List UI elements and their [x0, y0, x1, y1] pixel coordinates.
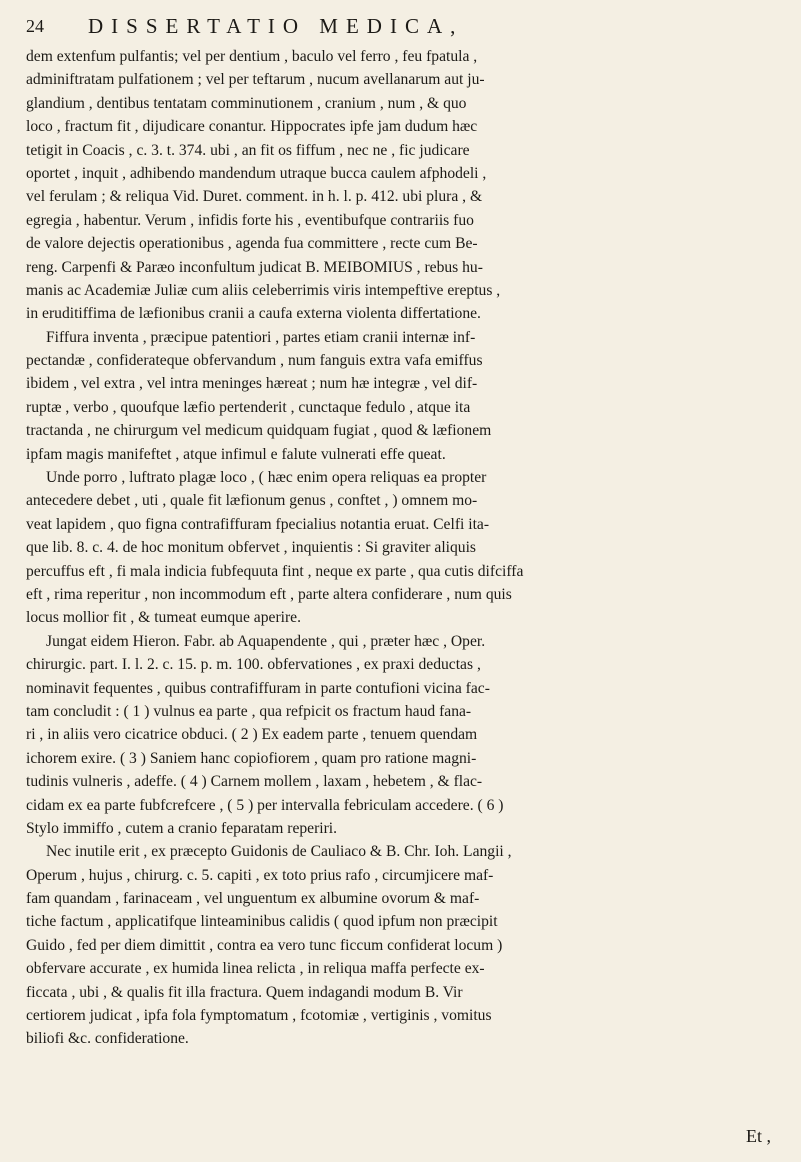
- text-line: de valore dejectis operationibus , agenda fua committere , recte cum Be-: [26, 235, 478, 253]
- text-line: vel ferulam ; & reliqua Vid. Duret. comment. in h. l. p. 412. ubi plura , &: [26, 188, 483, 206]
- text-line: tractanda , ne chirurgum vel medicum quidquam fugiat , quod & læfionem: [26, 422, 492, 440]
- text-line: certiorem judicat , ipfa fola fymptomatum , fcotomiæ , vertiginis , vomitus: [26, 1007, 492, 1025]
- text-line: adminiftratam pulfationem ; vel per teftarum , nucum avellanarum aut ju-: [26, 71, 485, 89]
- text-line: chirurgic. part. I. l. 2. c. 15. p. m. 100. obfervationes , ex praxi deductas ,: [26, 656, 481, 674]
- text-line: Operum , hujus , chirurg. c. 5. capiti , ex toto prius rafo , circumjicere maf-: [26, 866, 494, 884]
- text-line: dem extenfum pulfantis; vel per dentium , baculo vel ferro , feu fpatula ,: [26, 48, 478, 65]
- text-line: Guido , fed per diem dimittit , contra ea vero tunc ficcum confiderat locum ): [26, 936, 503, 954]
- text-line: loco , fractum fit , dijudicare conantur. Hippocrates ipfe jam dudum hæc: [26, 118, 478, 136]
- page-header: [18, 14, 788, 44]
- text-line: cidam ex ea parte fubfcrefcere , ( 5 ) per intervalla febriculam accedere. ( 6 ): [26, 796, 504, 814]
- text-line: tiche factum , applicatifque linteaminibus calidis ( quod ipfum non præcipit: [26, 913, 498, 931]
- text-line: ibidem , vel extra , vel intra meninges hæreat ; num hæ integræ , vel dif-: [26, 375, 478, 393]
- text-line: ri , in aliis vero cicatrice obduci. ( 2 ) Ex eadem parte , tenuem quendam: [26, 726, 478, 744]
- text-line: Nec inutile erit , ex præcepto Guidonis de Cauliaco & B. Chr. Ioh. Langii ,: [46, 843, 512, 861]
- text-line: nominavit fequentes , quibus contrafiffuram in parte contufioni vicina fac-: [26, 679, 490, 697]
- text-line: eft , rima reperitur , non incommodum eft , parte altera confiderare , num quis: [26, 585, 512, 603]
- running-title: DISSERTATIO MEDICA,: [88, 14, 464, 38]
- text-line: pectandæ , confiderateque obfervandum , num fanguis extra vafa emiffus: [26, 352, 483, 370]
- text-line: egregia , habentur. Verum , infidis forte his , eventibufque contrariis fuo: [26, 211, 474, 229]
- text-line: Fiffura inventa , præcipue patentiori , partes etiam cranii internæ inf-: [46, 328, 476, 346]
- text-line: tam concludit : ( 1 ) vulnus ea parte , qua refpicit os fractum haud fana-: [26, 702, 472, 720]
- text-line: obfervare accurate , ex humida linea relicta , in reliqua maffa perfecte ex-: [26, 960, 485, 978]
- text-line: tudinis vulneris , adeffe. ( 4 ) Carnem mollem , laxam , hebetem , & flac-: [26, 773, 483, 791]
- text-line: veat lapidem , quo figna contrafiffuram fpecialius notantia eruat. Celfi ita-: [26, 515, 490, 533]
- text-line: tetigit in Coacis , c. 3. t. 374. ubi , an fit os fiffum , nec ne , fic judicare: [26, 141, 470, 159]
- text-line: que lib. 8. c. 4. de hoc monitum obfervet , inquientis : Si graviter aliquis: [26, 539, 476, 557]
- text-line: ipfam magis manifeftet , atque infimul e falute vulnerati effe queat.: [26, 445, 446, 463]
- catchword: Et ,: [746, 1126, 771, 1146]
- text-line: Unde porro , luftrato plagæ loco , ( hæc enim opera reliquas ea propter: [46, 469, 487, 487]
- text-line: biliofi &c. confideratione.: [26, 1030, 189, 1048]
- text-line: ficcata , ubi , & qualis fit illa fractura. Quem indagandi modum B. Vir: [26, 983, 463, 1001]
- text-line: locus mollior fit , & tumeat eumque aperire.: [26, 609, 301, 627]
- text-line: manis ac Academiæ Juliæ cum aliis celeberrimis viris intempeftive ereptus ,: [26, 281, 501, 299]
- text-line: in eruditiffima de læfionibus cranii a caufa externa violenta differtatione.: [26, 305, 481, 323]
- text-line: reng. Carpenfi & Paræo inconfultum judicat B. MEIBOMIUS , rebus hu-: [26, 258, 483, 276]
- text-line: ruptæ , verbo , quoufque læfio pertenderit , cunctaque fedulo , atque ita: [26, 398, 471, 416]
- text-line: percuffus eft , fi mala indicia fubfequuta fint , neque ex parte , qua cutis difciffa: [26, 562, 524, 580]
- text-line: ichorem exire. ( 3 ) Saniem hanc copiofiorem , quam pro ratione magni-: [26, 749, 477, 767]
- text-line: antecedere debet , uti , quale fit læfionum genus , conftet , ) omnem mo-: [26, 492, 478, 510]
- text-line: glandium , dentibus tentatam comminutionem , cranium , num , & quo: [26, 94, 467, 112]
- page-number: 24: [26, 16, 44, 36]
- body-text: [26, 45, 781, 1051]
- text-line: Jungat eidem Hieron. Fabr. ab Aquapendente , qui , præter hæc , Oper.: [46, 632, 486, 650]
- text-line: Stylo immiffo , cutem a cranio feparatam reperiri.: [26, 819, 338, 837]
- text-line: oportet , inquit , adhibendo mandendum utraque bucca caulem afphodeli ,: [26, 164, 487, 182]
- text-line: fam quandam , farinaceam , vel unguentum ex albumine ovorum & maf-: [26, 890, 480, 908]
